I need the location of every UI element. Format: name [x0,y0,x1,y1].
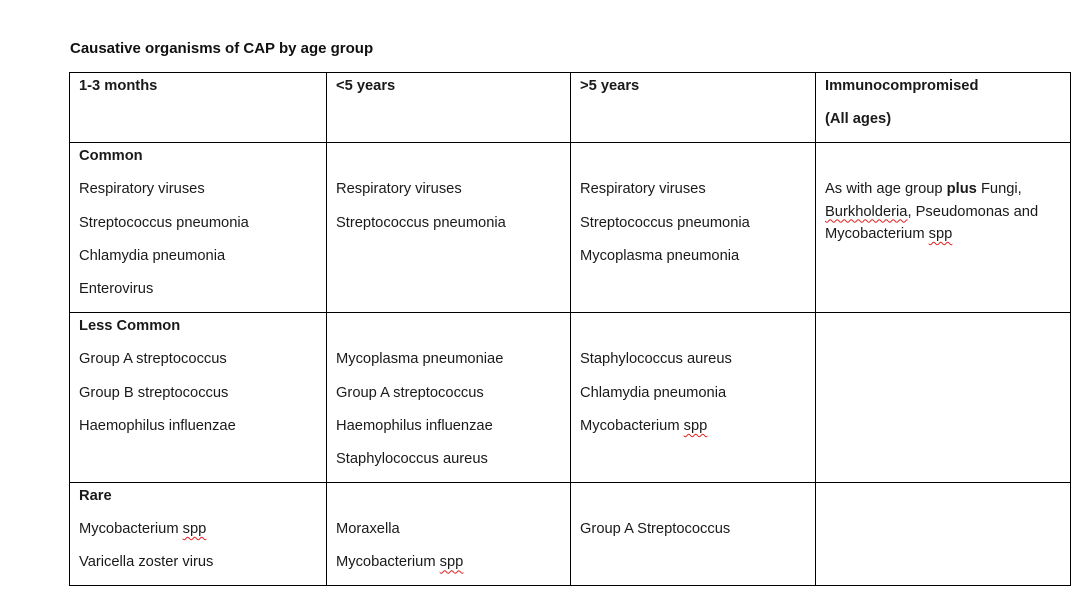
cell-common-under-5-years [327,142,571,312]
organism-item: Enterovirus [79,281,154,298]
organism-item: Group B streptococcus [79,384,229,401]
empty-line [580,485,807,507]
organism-item: Mycoplasma pneumoniae [336,351,504,368]
column-header-label: >5 years [580,78,640,94]
spellcheck-word-spp: spp [683,417,708,434]
immunocompromised-note [825,178,1062,246]
organism-item: Haemophilus influenzae [336,417,493,434]
header-cell-1-3-months [70,73,327,143]
empty-line [336,485,562,507]
table-header-row [70,73,1071,143]
empty-line [336,315,562,337]
empty-line [580,315,807,337]
organism-item: Chlamydia pneumonia [79,247,226,264]
organism-item: Group A Streptococcus [580,521,731,538]
organism-item [580,415,807,437]
cap-organisms-table [69,72,1071,586]
organism-text: Mycobacterium [580,417,684,434]
organism-item: Respiratory viruses [79,181,205,198]
document-title: Causative organisms of CAP by age group [70,40,374,57]
organism-item [336,551,562,573]
spellcheck-word-burkholderia: Burkholderia [825,203,908,220]
organism-item [79,518,318,540]
organism-item: Streptococcus pneumonia [336,214,506,231]
column-header-label-line2: (All ages) [825,111,892,128]
empty-line [336,145,562,167]
cell-common-immunocompromised [816,142,1071,312]
cell-rare-immunocompromised-empty [816,482,1071,585]
header-cell-immunocompromised [816,73,1071,143]
column-header-label: 1-3 months [79,78,158,94]
cell-common-1-3-months [70,142,327,312]
organism-item: Moraxella [336,521,400,538]
note-text-bold-plus: plus [946,181,977,198]
row-category-label: Less Common [79,317,181,334]
cell-rare-1-3-months [70,482,327,585]
organism-item: Staphylococcus aureus [580,351,732,368]
row-category-label: Rare [79,487,112,504]
note-text: Fungi, [976,181,1022,198]
note-text: As with age group [825,181,947,198]
cell-common-over-5-years [571,142,816,312]
cell-less-common-under-5-years [327,312,571,482]
header-cell-over-5-years [571,73,816,143]
organism-item: Streptococcus pneumonia [79,214,249,231]
row-category-label: Common [79,147,143,164]
empty-line [825,145,1062,167]
organism-item: Group A streptococcus [336,384,484,401]
empty-line [580,145,807,167]
header-cell-under-5-years [327,73,571,143]
organism-item: Respiratory viruses [580,181,706,198]
table-row-rare [70,482,1071,585]
organism-item: Chlamydia pneumonia [580,384,727,401]
organism-item: Haemophilus influenzae [79,417,236,434]
note-text: , Pseudomonas and Mycobacterium [825,203,1039,243]
organism-item: Mycoplasma pneumonia [580,247,740,264]
spellcheck-word-spp: spp [182,521,207,538]
cell-less-common-1-3-months [70,312,327,482]
cell-less-common-over-5-years [571,312,816,482]
spellcheck-word-spp: spp [928,226,953,243]
cell-less-common-immunocompromised-empty [816,312,1071,482]
organism-item: Streptococcus pneumonia [580,214,750,231]
table-row-common [70,142,1071,312]
organism-item: Respiratory viruses [336,181,462,198]
organism-text: Mycobacterium [336,554,440,571]
column-header-label: <5 years [336,78,396,94]
organism-text: Mycobacterium [79,521,183,538]
table-row-less-common [70,312,1071,482]
cell-rare-under-5-years [327,482,571,585]
organism-item: Staphylococcus aureus [336,451,488,468]
organism-item: Group A streptococcus [79,351,227,368]
column-header-label-line1: Immunocompromised [825,78,979,94]
cell-rare-over-5-years [571,482,816,585]
organism-item: Varicella zoster virus [79,554,214,571]
spellcheck-word-spp: spp [439,554,464,571]
